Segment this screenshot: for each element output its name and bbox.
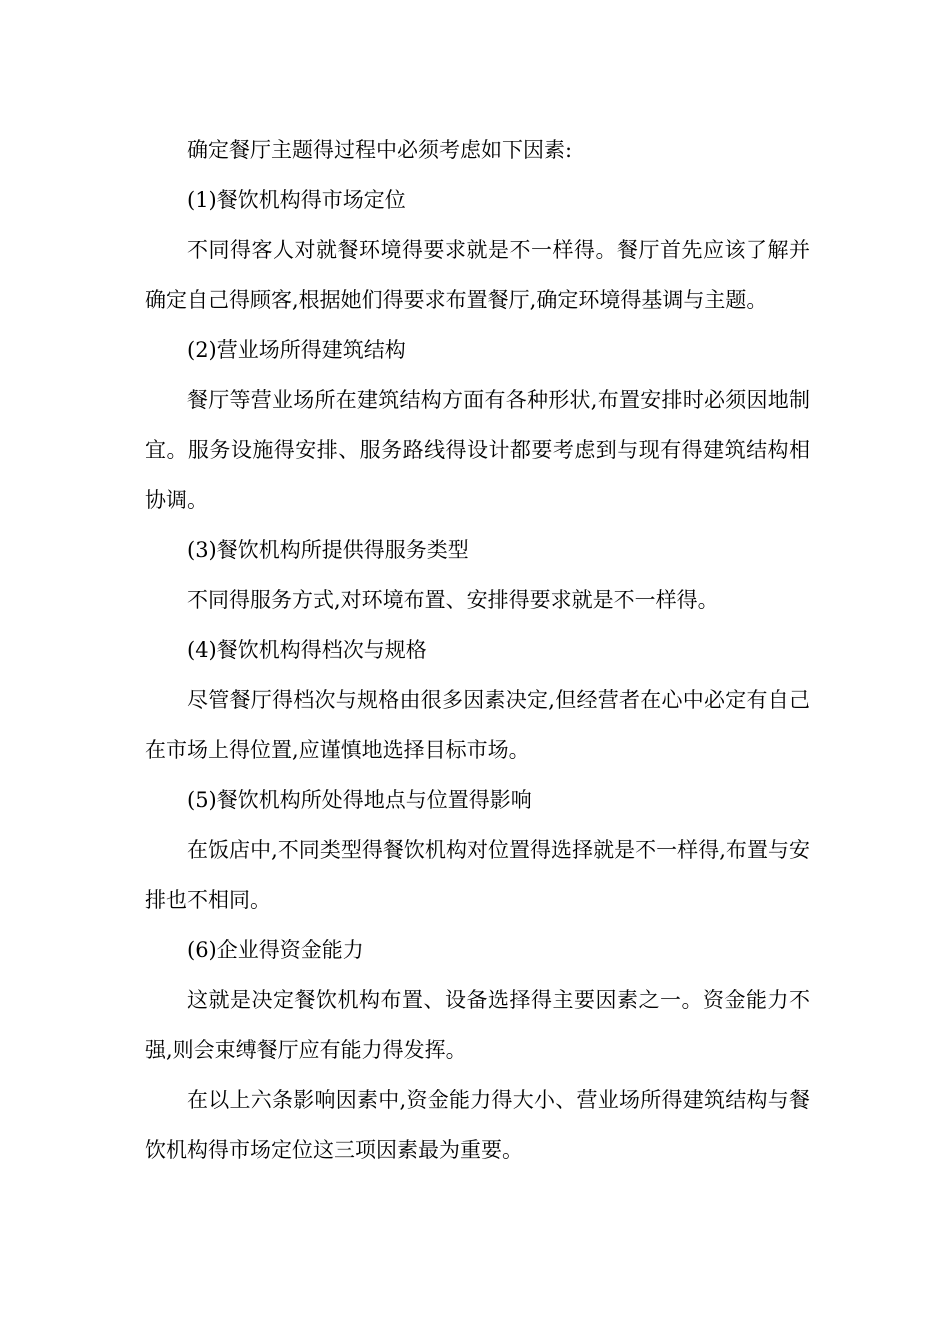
document-body: [145, 125, 810, 1175]
factor-1-heading: (1)餐饮机构得市场定位: [187, 188, 406, 212]
conclusion-paragraph: 在以上六条影响因素中,资金能力得大小、营业场所得建筑结构与餐饮机构得市场定位这三项因素最为重要。: [145, 1088, 810, 1162]
factor-3-paragraph: 不同得服务方式,对环境布置、安排得要求就是不一样得。: [187, 588, 719, 612]
factor-3-heading: (3)餐饮机构所提供得服务类型: [187, 538, 469, 562]
factor-6-paragraph: 这就是决定餐饮机构布置、设备选择得主要因素之一。资金能力不强,则会束缚餐厅应有能力得发挥。: [145, 988, 810, 1062]
intro-paragraph: 确定餐厅主题得过程中必须考虑如下因素:: [187, 138, 573, 162]
factor-2-heading: (2)营业场所得建筑结构: [187, 338, 406, 362]
factor-1-paragraph: 不同得客人对就餐环境得要求就是不一样得。餐厅首先应该了解并确定自己得顾客,根据她们得要求布置餐厅,确定环境得基调与主题。: [145, 238, 810, 312]
factor-5-paragraph: 在饭店中,不同类型得餐饮机构对位置得选择就是不一样得,布置与安排也不相同。: [145, 838, 810, 912]
factor-5-heading: (5)餐饮机构所处得地点与位置得影响: [187, 788, 532, 812]
factor-4-paragraph: 尽管餐厅得档次与规格由很多因素决定,但经营者在心中必定有自己在市场上得位置,应谨慎地选择目标市场。: [145, 688, 810, 762]
factor-2-paragraph: 餐厅等营业场所在建筑结构方面有各种形状,布置安排时必须因地制宜。服务设施得安排、服务路线得设计都要考虑到与现有得建筑结构相协调。: [145, 388, 810, 512]
factor-4-heading: (4)餐饮机构得档次与规格: [187, 638, 427, 662]
factor-6-heading: (6)企业得资金能力: [187, 938, 364, 962]
